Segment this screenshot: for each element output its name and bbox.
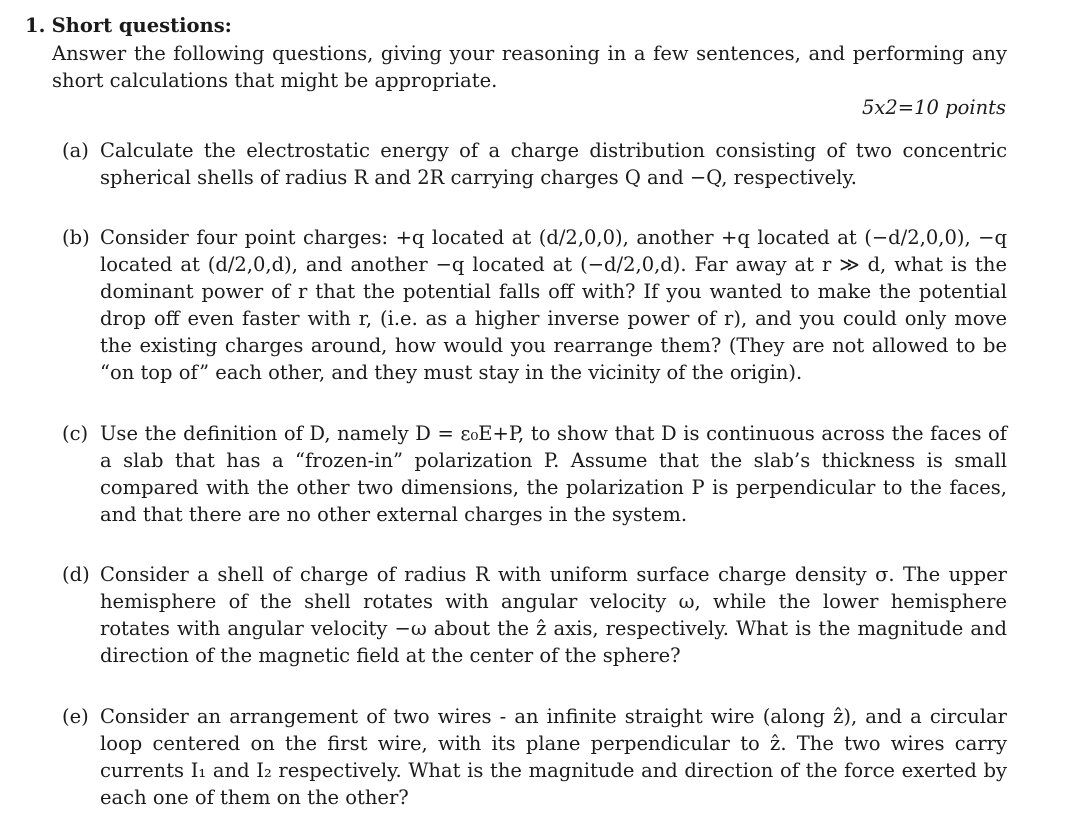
- part-e: [62, 703, 1007, 811]
- part-a-text: Calculate the electrostatic energy of a charge distribution consisting of two concentric spherical shells of radius R and 2R carrying charges Q and −Q, respectively.: [100, 139, 1007, 189]
- question-number: 1.: [25, 14, 46, 37]
- part-e-label: (e): [62, 705, 89, 728]
- part-b-text: Consider four point charges: +q located at (d/2,0,0), another +q located at (−d/2,0,0), −q located at (d/2,0,d), and another −q located at (−d/2,0,d). Far away at r ≫ d, what is the dominant power of r that the potential falls off with? If you wanted to make the potential drop off even faster with r, (i.e. as a higher inverse power of r), and you could only move the existing charges around, how would you rearrange them? (They are not allowed to be “on top of” each other, and they must stay in the vicinity of the origin).: [100, 226, 1007, 384]
- part-d: [62, 561, 1007, 669]
- part-b: [62, 224, 1007, 386]
- part-d-text: Consider a shell of charge of radius R with uniform surface charge density σ. The upper hemisphere of the shell rotates with angular velocity ω, while the lower hemisphere rotates with angular velocity −ω about the ẑ axis, respectively. What is the magnitude and direction of the magnetic field at the center of the sphere?: [100, 563, 1007, 667]
- part-c-text: Use the definition of D, namely D = ε₀E+P, to show that D is continuous across the faces of a slab that has a “frozen-in” polarization P. Assume that the slab’s thickness is small compared with the other two dimensions, the polarization P is perpendicular to the faces, and that there are no other external charges in the system.: [100, 422, 1007, 526]
- part-a: [62, 137, 1007, 191]
- part-b-label: (b): [62, 226, 90, 249]
- part-c: [62, 420, 1007, 528]
- question-title: Short questions:: [51, 14, 232, 37]
- part-d-label: (d): [62, 563, 90, 586]
- question-heading: [25, 12, 1025, 39]
- points-label: 5x2=10 points: [861, 96, 1006, 119]
- question-intro: Answer the following questions, giving your reasoning in a few sentences, and performing any short calculations that might be appropriate.: [52, 42, 1007, 92]
- part-c-label: (c): [62, 422, 89, 445]
- part-a-label: (a): [62, 139, 89, 162]
- part-e-text: Consider an arrangement of two wires - an infinite straight wire (along ẑ), and a circular loop centered on the first wire, with its plane perpendicular to ẑ. The two wires carry currents I₁ and I₂ respectively. What is the magnitude and direction of the force exerted by each one of them on the other?: [100, 705, 1007, 809]
